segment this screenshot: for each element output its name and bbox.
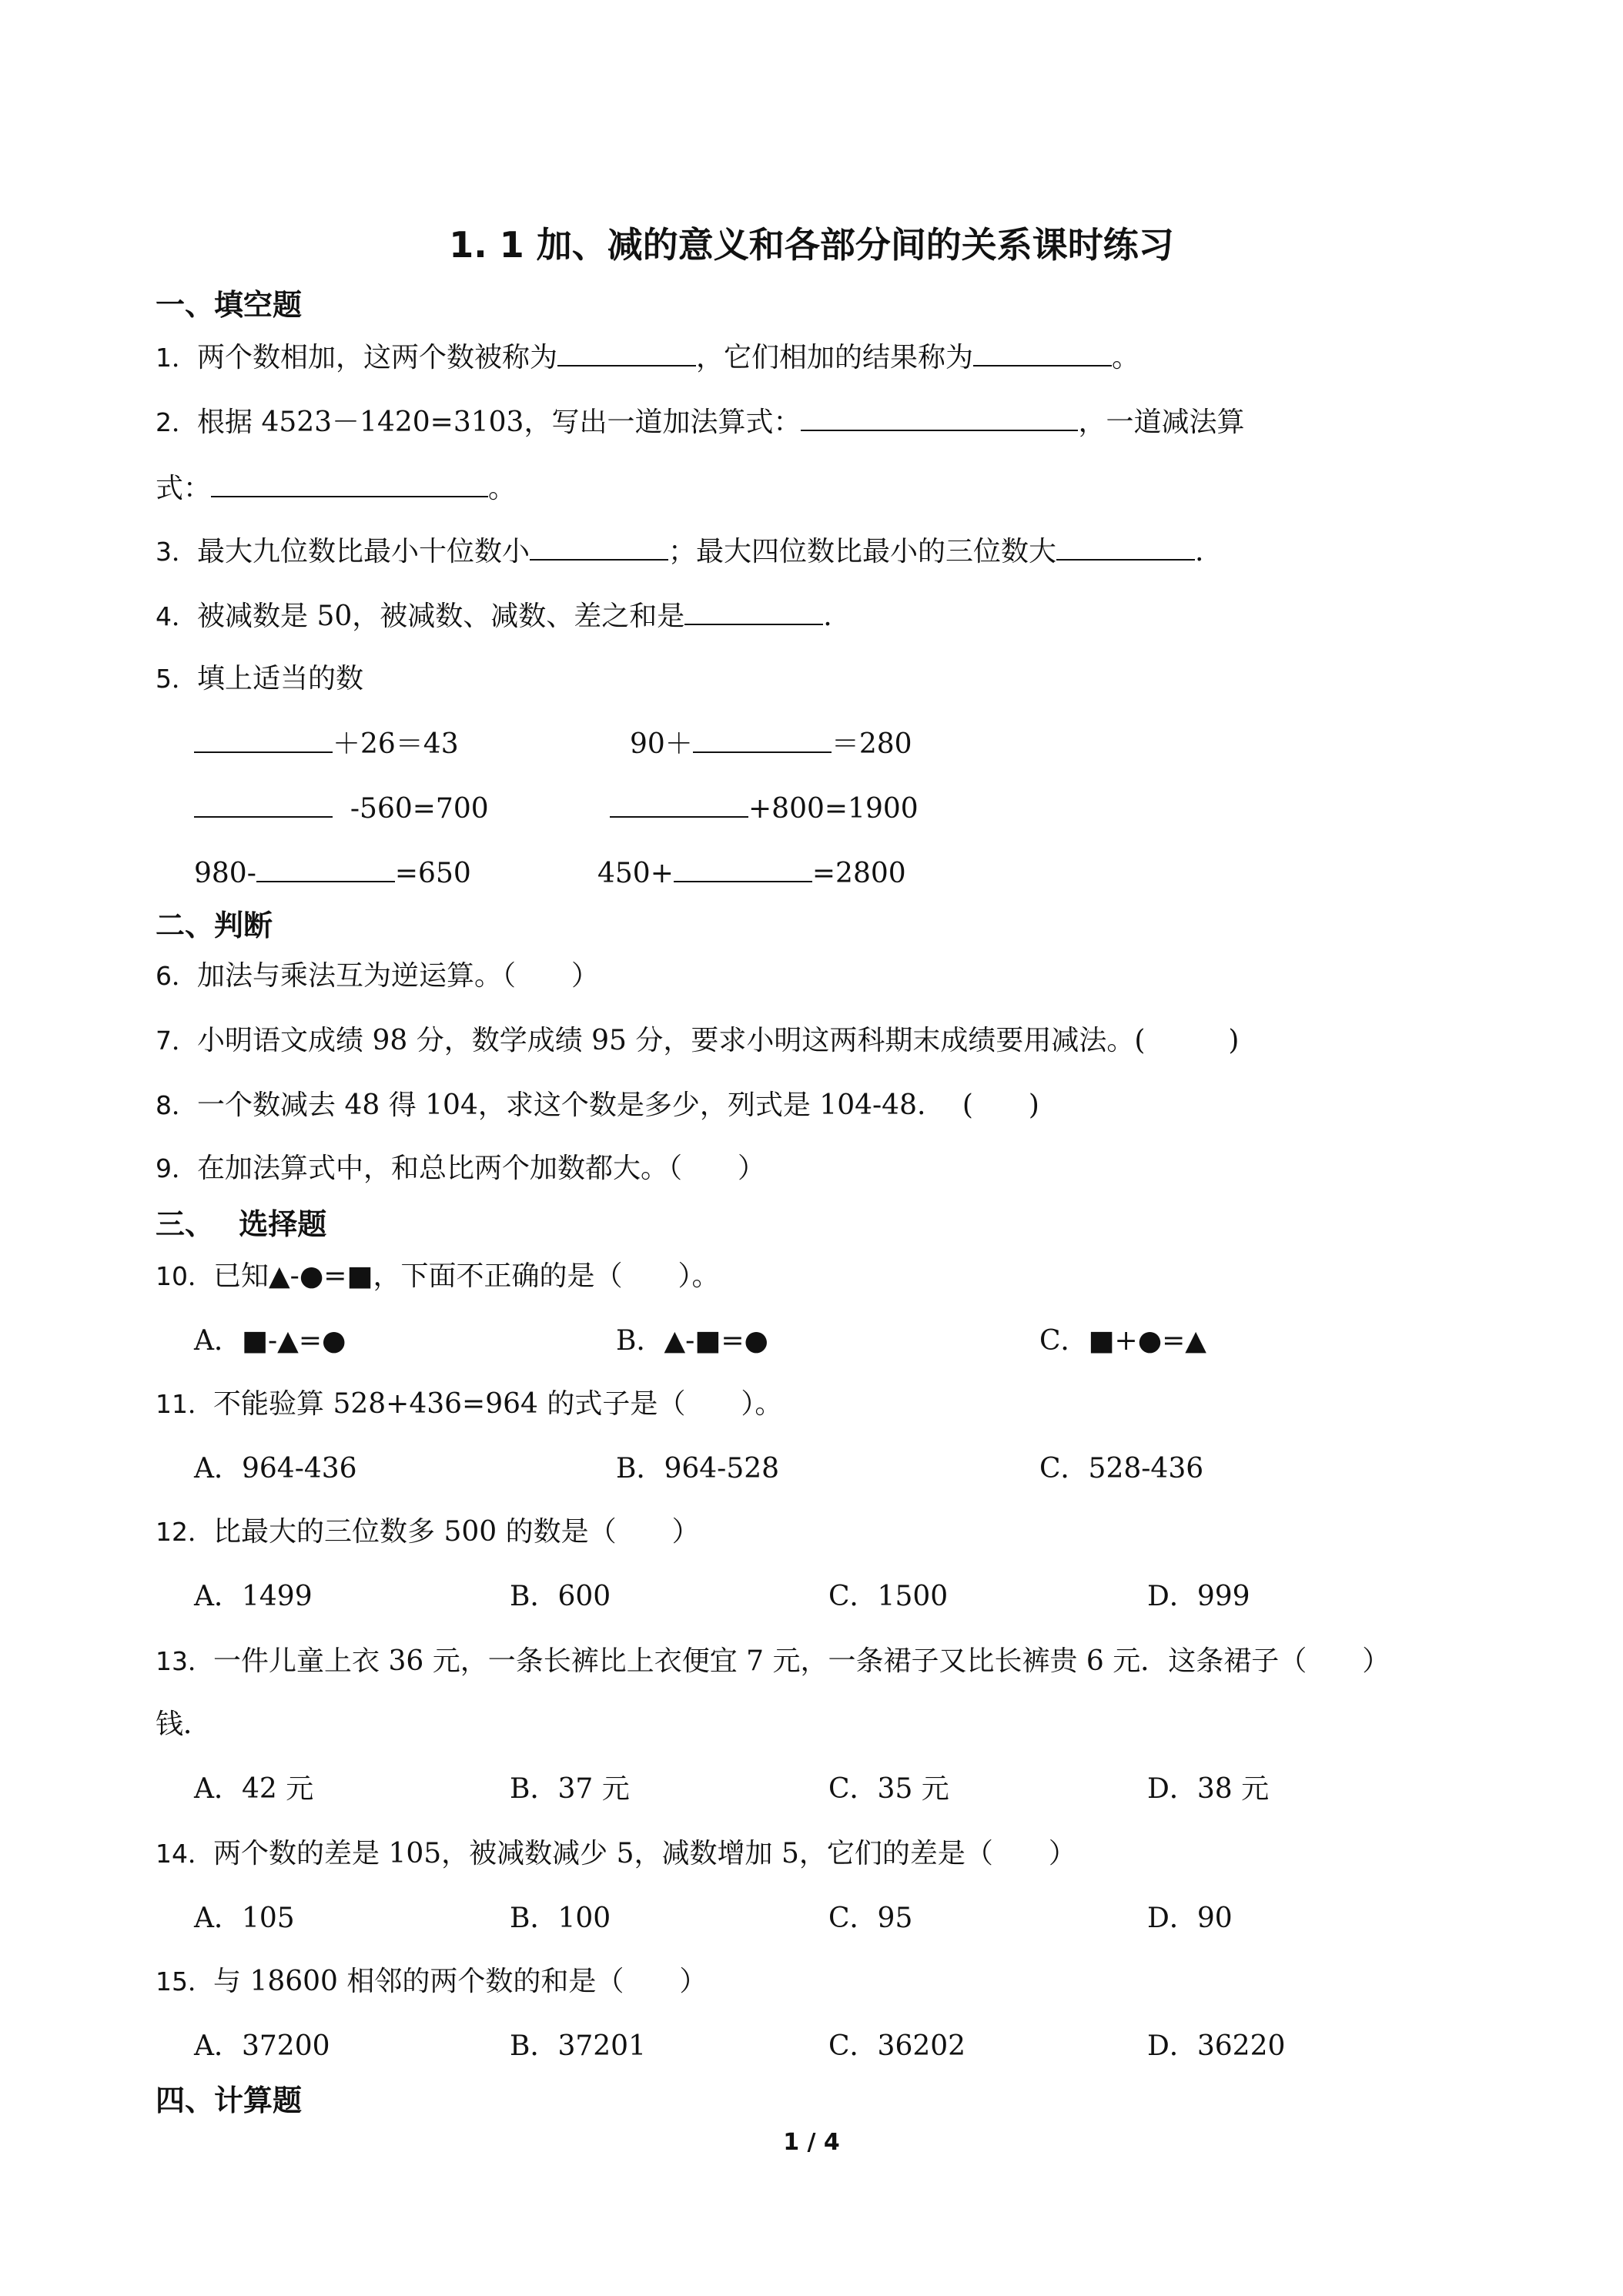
section-calculation: 四、计算题 <box>156 2083 303 2117</box>
section-choice: 三、 选择题 <box>156 1207 327 1241</box>
answer-blank[interactable] <box>674 855 812 882</box>
q15-option-b[interactable]: B．37201 <box>510 2030 646 2062</box>
section-fill-blank: 一、填空题 <box>156 288 303 322</box>
section-judgement: 二、判断 <box>156 909 273 942</box>
question-2: 2．根据 4523－1420=3103，写出一道加法算式： ，一道减法算 <box>156 403 1244 441</box>
q11-option-c[interactable]: C．528-436 <box>1039 1453 1204 1484</box>
q10-option-b[interactable]: B．▲-■=● <box>616 1325 768 1357</box>
question-8: 8．一个数减去 48 得 104，求这个数是多少，列式是 104-48. ( ) <box>156 1089 1039 1121</box>
answer-blank[interactable] <box>973 339 1112 366</box>
question-15: 15．与 18600 相邻的两个数的和是（ ） <box>156 1966 708 1997</box>
q5-row2-right: +800=1900 <box>610 790 919 828</box>
answer-blank[interactable] <box>557 339 696 366</box>
q12-option-b[interactable]: B．600 <box>510 1581 611 1612</box>
q13-option-c[interactable]: C．35 元 <box>828 1773 949 1805</box>
q15-option-d[interactable]: D．36220 <box>1147 2030 1286 2062</box>
q12-option-d[interactable]: D．999 <box>1147 1581 1250 1612</box>
answer-blank[interactable] <box>530 533 668 561</box>
answer-blank[interactable] <box>684 597 823 625</box>
q13-option-a[interactable]: A．42 元 <box>194 1773 314 1805</box>
answer-blank[interactable] <box>211 470 488 497</box>
question-12: 12．比最大的三位数多 500 的数是（ ） <box>156 1516 700 1548</box>
q10-option-c[interactable]: C．■+●=▲ <box>1039 1325 1206 1357</box>
question-9: 9．在加法算式中，和总比两个加数都大。（ ） <box>156 1153 766 1184</box>
q12-option-c[interactable]: C．1500 <box>828 1581 949 1612</box>
q5-row1-left: ＋26＝43 <box>194 725 459 763</box>
question-10: 10．已知▲-●=■，下面不正确的是（ ）。 <box>156 1260 720 1292</box>
question-14: 14．两个数的差是 105，被减数减少 5，减数增加 5，它们的差是（ ） <box>156 1838 1076 1869</box>
answer-blank[interactable] <box>693 725 832 753</box>
q13-option-d[interactable]: D．38 元 <box>1147 1773 1270 1805</box>
question-13: 13．一件儿童上衣 36 元，一条长裤比上衣便宜 7 元，一条裙子又比长裤贵 6 元．这条裙子（ ） <box>156 1645 1390 1677</box>
q15-option-a[interactable]: A．37200 <box>194 2030 330 2062</box>
question-2-cont: 式： 。 <box>156 470 516 507</box>
question-11: 11．不能验算 528+436=964 的式子是（ ）。 <box>156 1388 783 1420</box>
q5-row3-left: 980- =650 <box>194 855 471 892</box>
q13-option-b[interactable]: B．37 元 <box>510 1773 630 1805</box>
q11-option-b[interactable]: B．964-528 <box>616 1453 780 1484</box>
question-5: 5．填上适当的数 <box>156 663 364 694</box>
answer-blank[interactable] <box>610 790 748 818</box>
q10-option-a[interactable]: A．■-▲=● <box>194 1325 346 1357</box>
q14-option-c[interactable]: C．95 <box>828 1903 913 1934</box>
question-1: 1．两个数相加，这两个数被称为 ，它们相加的结果称为 。 <box>156 339 1139 377</box>
q14-option-a[interactable]: A．105 <box>194 1903 295 1934</box>
answer-blank[interactable] <box>801 403 1078 431</box>
question-3: 3．最大九位数比最小十位数小 ；最大四位数比最小的三位数大 . <box>156 533 1203 571</box>
q14-option-b[interactable]: B．100 <box>510 1903 611 1934</box>
q5-row2-left: -560=700 <box>194 790 489 828</box>
answer-blank[interactable] <box>256 855 395 882</box>
answer-blank[interactable] <box>194 790 333 818</box>
page-title: 1. 1 加、减的意义和各部分间的关系课时练习 <box>449 224 1174 266</box>
question-7: 7．小明语文成绩 98 分，数学成绩 95 分，要求小明这两科期末成绩要用减法。( ) <box>156 1025 1240 1056</box>
question-4: 4．被减数是 50，被减数、减数、差之和是 . <box>156 597 832 635</box>
q15-option-c[interactable]: C．36202 <box>828 2030 966 2062</box>
q14-option-d[interactable]: D．90 <box>1147 1903 1233 1934</box>
question-6: 6．加法与乘法互为逆运算。（ ） <box>156 960 600 992</box>
q5-row3-right: 450+ =2800 <box>597 855 906 892</box>
answer-blank[interactable] <box>1056 533 1195 561</box>
q12-option-a[interactable]: A．1499 <box>194 1581 313 1612</box>
page-number: 1 / 4 <box>783 2129 840 2156</box>
q5-row1-right: 90＋ ＝280 <box>630 725 912 763</box>
q11-option-a[interactable]: A．964-436 <box>194 1453 357 1484</box>
question-13-cont: 钱． <box>156 1709 212 1740</box>
answer-blank[interactable] <box>194 725 333 753</box>
